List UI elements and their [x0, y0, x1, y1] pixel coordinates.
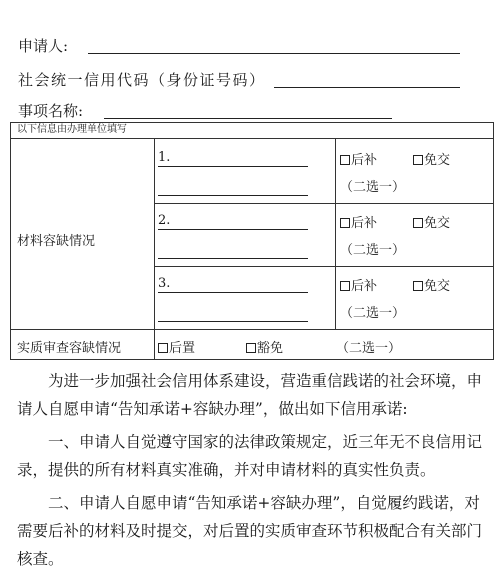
option-waive[interactable]: 豁免: [246, 337, 283, 356]
material-number: 2.: [158, 213, 171, 228]
checkbox-icon[interactable]: [340, 155, 350, 165]
acceptance-form-table: [10, 122, 494, 360]
applicant-label: 申请人:: [18, 37, 69, 55]
material-name-field[interactable]: [158, 292, 308, 293]
divider: [11, 329, 493, 330]
section-note: 以下信息由办理单位填写: [17, 124, 127, 135]
checkbox-icon[interactable]: [413, 218, 423, 228]
checkbox-icon[interactable]: [413, 155, 423, 165]
option-supplement[interactable]: 后补: [340, 212, 377, 231]
option-supplement[interactable]: 后补: [340, 149, 377, 168]
item-name-label: 事项名称:: [18, 102, 84, 120]
commitment-intro: 为进一步加强社会信用体系建设，营造重信践诺的社会环境，申请人自愿申请“告知承诺+容缺办理”，做出如下信用承诺:: [17, 372, 483, 418]
choice-note: （二选一）: [340, 306, 406, 321]
checkbox-icon[interactable]: [246, 343, 256, 353]
material-number: 3.: [158, 276, 171, 291]
checkbox-icon[interactable]: [340, 218, 350, 228]
checkbox-icon[interactable]: [340, 281, 350, 291]
material-name-field[interactable]: [158, 195, 308, 196]
review-gap-label: 实质审查容缺情况: [17, 341, 122, 356]
option-exempt[interactable]: 免交: [413, 149, 450, 168]
review-choice-note: （二选一）: [336, 341, 402, 356]
checkbox-icon[interactable]: [413, 281, 423, 291]
material-gap-label: 材料容缺情况: [17, 234, 96, 249]
material-name-field[interactable]: [158, 321, 308, 322]
commitment-clause-1: 一、申请人自觉遵守国家的法律政策规定，近三年无不良信用记录，提供的所有材料真实准确，并对申请材料的真实性负责。: [17, 433, 483, 479]
divider: [154, 203, 493, 204]
commitment-clause-2: 二、申请人自愿申请“告知承诺+容缺办理”，自觉履约践诺，对需要后补的材料及时提交，对后置的实质审查环节积极配合有关部门核查。: [17, 494, 483, 568]
divider: [154, 266, 493, 267]
material-number: 1.: [158, 150, 171, 165]
material-name-field[interactable]: [158, 166, 308, 167]
choice-note: （二选一）: [340, 180, 406, 195]
material-name-field[interactable]: [158, 258, 308, 259]
applicant-field[interactable]: [88, 53, 460, 54]
divider: [11, 138, 493, 139]
option-supplement[interactable]: 后补: [340, 275, 377, 294]
option-postpone[interactable]: 后置: [158, 337, 195, 356]
credit-code-field[interactable]: [274, 87, 460, 88]
material-name-field[interactable]: [158, 229, 308, 230]
checkbox-icon[interactable]: [158, 343, 168, 353]
divider: [335, 138, 336, 329]
option-exempt[interactable]: 免交: [413, 212, 450, 231]
divider: [154, 138, 155, 359]
item-name-field[interactable]: [104, 118, 392, 119]
choice-note: （二选一）: [340, 243, 406, 258]
credit-code-label: 社会统一信用代码（身份证号码）: [18, 71, 266, 89]
option-exempt[interactable]: 免交: [413, 275, 450, 294]
